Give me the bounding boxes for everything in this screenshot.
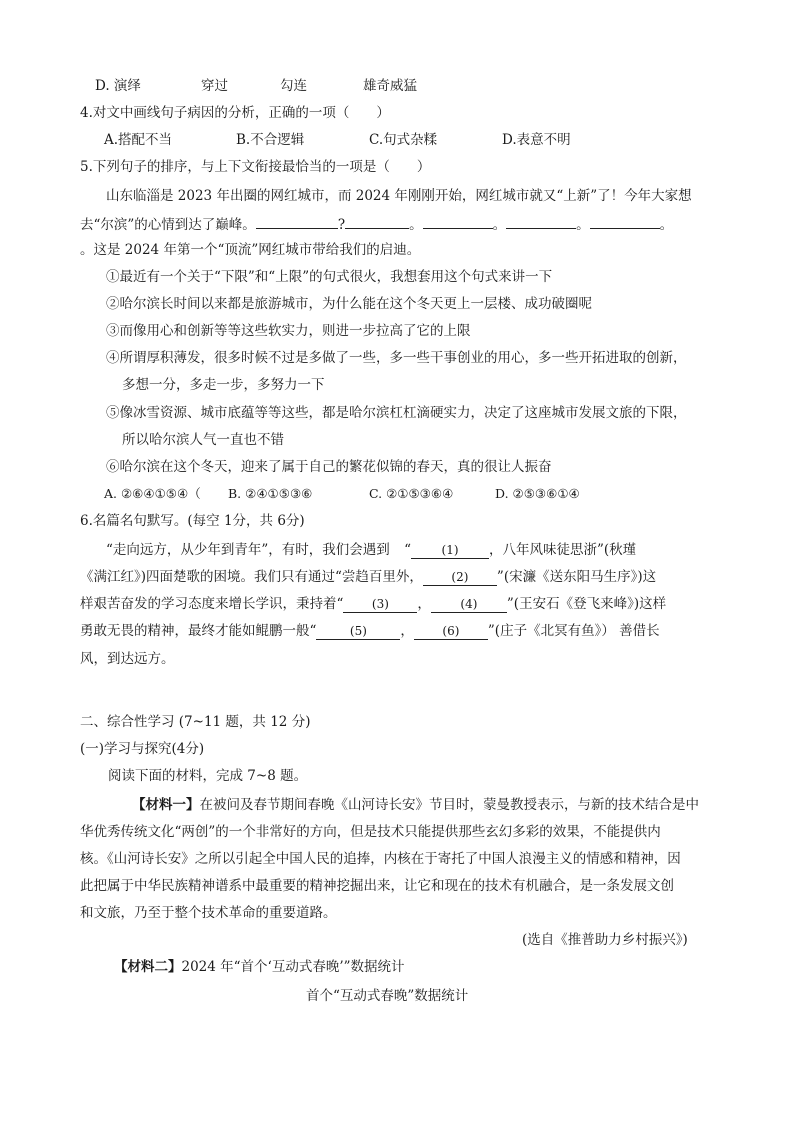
q3-option-d [95,76,417,96]
q5-sentence-5b: 所以哈尔滨人气一直也不错 [122,432,284,448]
q6-comma-1: ， [417,596,431,612]
q5-stem: 5.下列句子的排序，与上下文衔接最恰当的一项是（ ） [80,159,431,175]
q5-option-d: D. ②⑤③⑥①④ [495,486,580,501]
q5-option-c: C. ②①⑤③⑥④ [369,486,454,501]
material1-line3: 核。《山河诗长安》之所以引起全中国人民的追捧，内核在于寄托了中国人浪漫主义的情感和精神，因 [80,851,681,867]
q6-comma-2: ， [400,623,414,639]
q4-option-c: C.句式杂糅 [369,132,438,148]
q5-blank-5[interactable] [590,213,660,229]
q5-sentence-1: ①最近有一个关于“下限”和“上限”的句式很火，我想套用这个句式来讲一下 [106,269,553,285]
q5-sentence-6: ⑥哈尔滨在这个冬天，迎来了属于自己的繁花似锦的春天，真的很让人振奋 [106,459,552,475]
material1-line4: 此把属于中华民族精神谱系中最重要的精神挖掘出来，让它和现在的技术有机融合，是一条发展文创 [80,878,674,894]
q5-question-mark: ? [337,217,346,233]
q5-sentence-4a: ④所谓厚积薄发，很多时候不过是多做了一些，多一些干事创业的用心，多一些开拓进取的创新， [106,350,687,366]
q6-blank-2[interactable]: (2) [423,570,497,586]
q5-sentence-5a: ⑤像冰雪资源、城市底蕴等等这些，都是哈尔滨杠杠滴硬实力，决定了这座城市发展文旅的下限， [106,405,687,421]
q4-option-a: A.搭配不当 [104,132,173,148]
material1-tag: 【材料一】 [132,797,200,813]
material1-line2: 华优秀传统文化“两创”的一个非常好的方向，但是技术只能提供那些玄幻多彩的效果，不能提供内 [80,824,661,840]
q6-line5: 风，到达远方。 [80,651,175,667]
q5-passage-line1: 山东临淄是 2023 年出圈的网红城市，而 2024 年刚刚开始，网红城市就又“上新”了！今年大家想 [106,188,692,204]
q5-passage-text: 去“尔滨”的心情到达了巅峰。 [80,217,256,233]
q6-text-3a: 样艰苦奋发的学习态度来增长学识，秉持着“ [80,596,344,612]
q6-line1 [106,540,636,560]
q6-line4 [80,621,660,641]
q5-passage-line3: 。这是 2024 年第一个“顶流”网红城市带给我们的启迪。 [80,242,421,258]
q6-text-2a: 《满江红》)四面楚歌的困境。我们只有通过“尝趋百里外， [80,569,423,585]
material1-source: (选自《推普助力乡村振兴》) [522,932,688,948]
material2-caption: 首个“互动式春晚”数据统计 [306,988,469,1004]
q5-period-2: 。 [492,217,507,233]
q5-sentence-4b: 多想一分，多走一步，多努力一下 [122,377,325,393]
q5-blank-1[interactable] [256,213,338,229]
q4-option-d: D.表意不明 [502,132,571,148]
q5-period-1: 。 [409,217,423,233]
q3-option-d-word1: 穿过 [201,78,228,94]
material2-text: 2024 年“首个‘互动式春晚’”数据统计 [181,959,405,975]
q5-sentence-2: ②哈尔滨长时间以来都是旅游城市，为什么能在这个冬天更上一层楼、成功破圈呢 [106,296,592,312]
q6-blank-1[interactable]: (1) [411,543,489,559]
q5-blank-3[interactable] [423,213,493,229]
section2-subtitle: (一)学习与探究(4分) [80,741,205,757]
q5-blank-2[interactable] [345,213,409,229]
material1-line1 [132,795,699,815]
q5-option-b: B. ②④①⑤③⑥ [228,486,313,501]
material1-line5: 和文旅，乃至于整个技术革命的重要道路。 [80,905,337,921]
q6-text-2b: ”(宋濂《送东阳马生序》)这 [496,569,657,585]
q4-stem: 4.对文中画线句子病因的分析，正确的一项（ ） [80,105,390,121]
q5-period-3: 。 [576,217,590,233]
section2-intro: 阅读下面的材料，完成 7~8 题。 [108,768,308,784]
q6-text-1a: “走向远方，从少年到青年”，有时，我们会遇到 [106,542,390,558]
q5-blank-4[interactable] [506,213,576,229]
q6-line3 [80,594,666,614]
q3-option-d-word2: 勾连 [280,78,307,94]
material1-text-1: 在被问及春节期间春晚《山河诗长安》节目时，蒙曼教授表示，与新的技术结合是中 [199,797,699,813]
q4-option-b: B.不合逻辑 [236,132,305,148]
q5-period-4: 。 [659,217,674,233]
q6-line2 [80,567,656,587]
q6-text-1c: ，八年风味徒思浙”(秋瑾 [489,542,637,558]
q6-blank-5[interactable]: (5) [316,624,400,640]
q6-blank-3[interactable]: (3) [343,597,417,613]
q6-blank-4[interactable]: (4) [431,597,507,613]
material2-tag: 【材料二】 [114,959,182,975]
q5-passage-line2 [80,213,673,235]
q6-text-4a: 勇敢无畏的精神，最终才能如鲲鹏一般“ [80,623,317,639]
section2-title: 二、综合性学习 (7~11 题，共 12 分) [80,714,311,730]
material2-line [114,957,405,977]
q5-sentence-3: ③而像用心和创新等等这些软实力，则进一步拉高了它的上限 [106,323,471,339]
q3-option-d-word3: 雄奇威猛 [363,78,417,94]
q3-option-d-label: D. 演绎 [95,78,141,94]
q6-stem: 6.名篇名句默写。(每空 1分，共 6分) [80,513,305,529]
q5-option-a: A. ②⑥④①⑤④（ [104,486,201,501]
q6-quote-open: “ [404,542,412,558]
q6-text-4c: ”(庄子《北冥有鱼》） 善借长 [487,623,660,639]
q6-blank-6[interactable]: (6) [414,624,488,640]
q6-text-3c: ”(王安石《登飞来峰》)这样 [506,596,667,612]
